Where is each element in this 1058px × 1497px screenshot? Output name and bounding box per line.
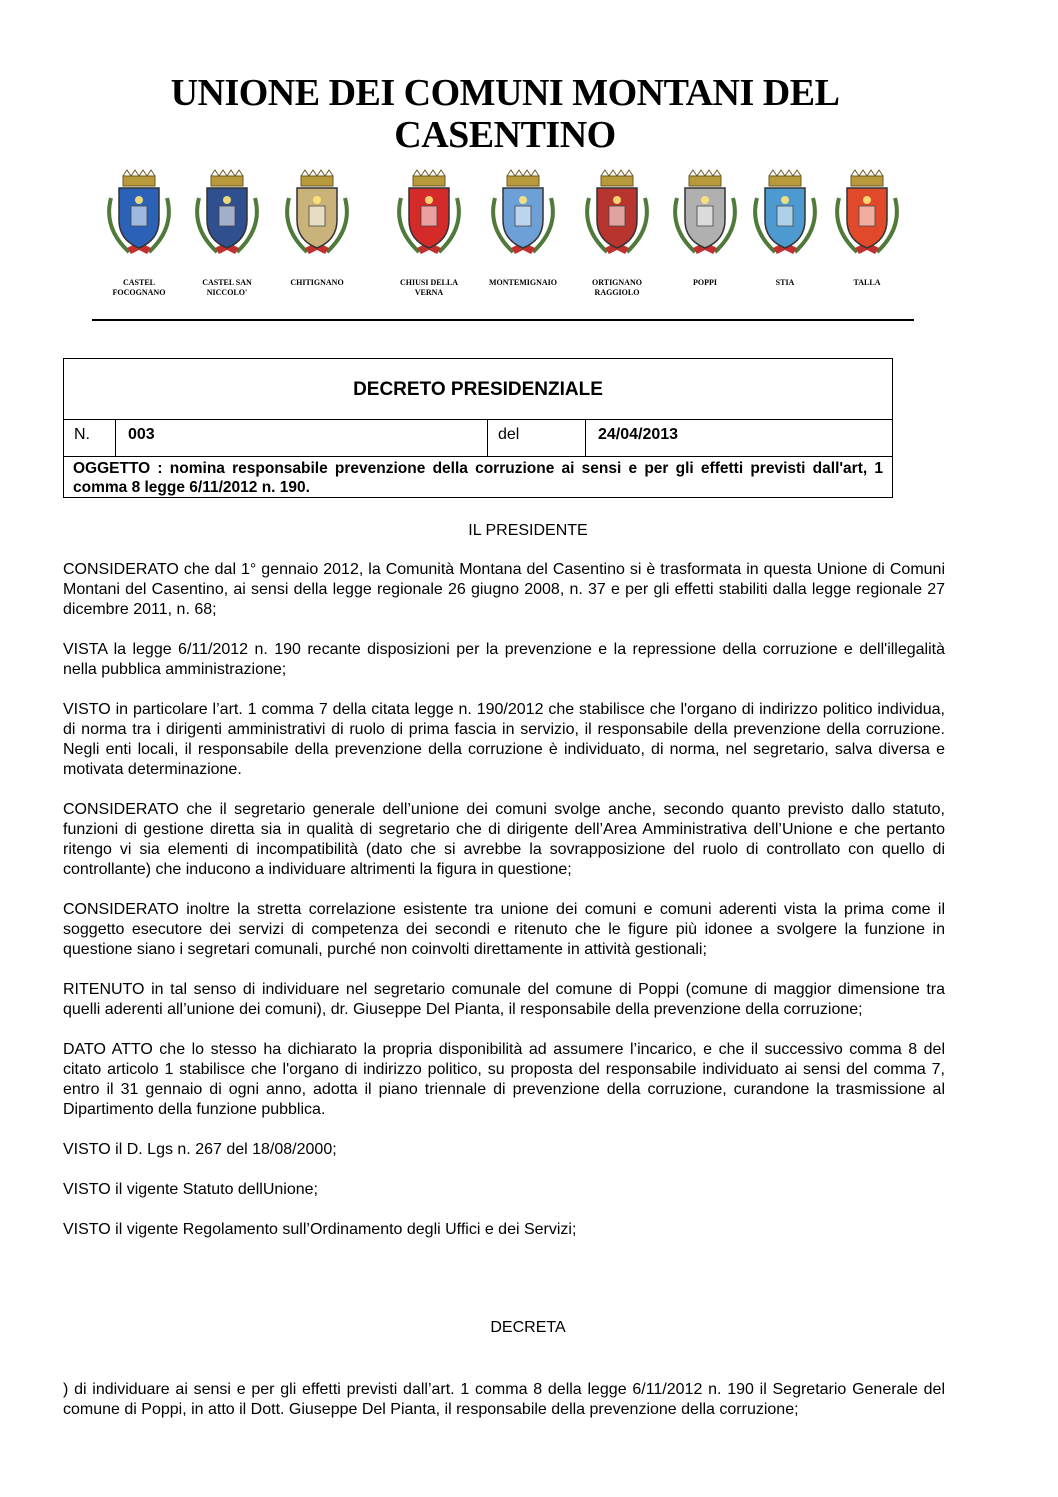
crest-montemignaio	[480, 168, 566, 303]
decree-subject: OGGETTO : nomina responsabile prevenzione della corruzione ai sensi e per gli effetti previsti dall'art, 1 comma 8 legge 6/11/2012 n. 190.	[73, 460, 883, 496]
decree-body	[63, 560, 945, 1260]
crest-chitignano	[274, 168, 360, 303]
crest-stia	[742, 168, 828, 303]
coat-of-arms-icon	[389, 168, 469, 258]
crest-castel-focognano	[96, 168, 182, 303]
crest-chiusi-della-verna	[386, 168, 472, 303]
section-heading-decreta: DECRETA	[490, 1319, 566, 1336]
crest-label: TALLA	[853, 278, 881, 287]
paragraph: VISTA la legge 6/11/2012 n. 190 recante disposizioni per la prevenzione e la repressione della corruzione e dell'illegalità nella pubblica amministrazione;	[63, 641, 945, 678]
decreta-clause: ) di individuare ai sensi e per gli effetti previsti dall’art. 1 comma 8 della legge 6/11/2012 n. 190 il Segretario Generale del comune di Poppi, in atto il Dott. Giuseppe Del Pianta, il responsabile della prevenzione della corruzione;	[63, 1381, 945, 1418]
section-heading-president: IL PRESIDENTE	[468, 522, 588, 539]
decree-date: 24/04/2013	[598, 426, 679, 443]
municipality-crests	[96, 168, 916, 303]
paragraph: CONSIDERATO che il segretario generale dell’unione dei comuni svolge anche, secondo quanto previsto dallo statuto, funzioni di gestione diretta sia in qualità di segretario che di dirigente dell’Area Amministrativa dell’Unione e che pertanto ritengo vi sia elementi di incompatibilità (dato che si avrebbe la sovrapposizione del ruolo di controllato con quello di controllante) che inducono a individuare altrimenti la figura in questione;	[63, 801, 945, 878]
coat-of-arms-icon	[665, 168, 745, 258]
crest-label: MONTEMIGNAIO	[489, 278, 557, 287]
crest-label: STIA	[775, 278, 795, 287]
crest-castel-san-niccolo	[184, 168, 270, 303]
decree-title: DECRETO PRESIDENZIALE	[64, 359, 892, 420]
crest-label: CHIUSI DELLA VERNA	[399, 278, 458, 297]
crest-label: CASTEL FOCOGNANO	[112, 278, 166, 297]
organization-title-line-2: CASENTINO	[394, 114, 616, 156]
paragraph: VISTO il vigente Statuto dellUnione;	[63, 1181, 318, 1198]
crest-talla	[824, 168, 910, 303]
crest-label: POPPI	[693, 278, 717, 287]
header-divider	[92, 319, 914, 321]
coat-of-arms-icon	[99, 168, 179, 258]
organization-title	[90, 72, 920, 156]
paragraph: DATO ATTO che lo stesso ha dichiarato la propria disponibilità ad assumere l’incarico, e che il successivo comma 8 del citato articolo 1 stabilisce che l'organo di indirizzo politico, su proposta del responsabile individuato ai sensi del comma 7, entro il 31 gennaio di ogni anno, adotta il piano triennale di prevenzione della corruzione, curandone la trasmissione al Dipartimento della funzione pubblica.	[63, 1041, 945, 1118]
paragraph: CONSIDERATO che dal 1° gennaio 2012, la Comunità Montana del Casentino si è trasformata in questa Unione di Comuni Montani del Casentino, ai sensi della legge regionale 26 giugno 2008, n. 37 e per gli effetti stabiliti dalla legge regionale 27 dicembre 2011, n. 68;	[63, 561, 945, 618]
coat-of-arms-icon	[827, 168, 907, 258]
crest-ortignano-raggiolo	[574, 168, 660, 303]
coat-of-arms-icon	[277, 168, 357, 258]
crest-label: ORTIGNANO RAGGIOLO	[592, 278, 642, 297]
coat-of-arms-icon	[483, 168, 563, 258]
decree-number: 003	[116, 420, 488, 456]
decree-header-table	[63, 358, 893, 498]
decree-number-row	[64, 420, 892, 457]
coat-of-arms-icon	[577, 168, 657, 258]
paragraph: VISTO il vigente Regolamento sull’Ordinamento degli Uffici e dei Servizi;	[63, 1221, 577, 1238]
coat-of-arms-icon	[745, 168, 825, 258]
organization-title-line-1: UNIONE DEI COMUNI MONTANI DEL	[170, 72, 840, 114]
coat-of-arms-icon	[187, 168, 267, 258]
paragraph: VISTO in particolare l’art. 1 comma 7 della citata legge n. 190/2012 che stabilisce che l'organo di indirizzo politico individua, di norma tra i dirigenti amministrativi di ruolo di prima fascia in servizio, il responsabile della prevenzione della corruzione. Negli enti locali, il responsabile della prevenzione della corruzione è individuato, di norma, nel segretario, salva diversa e motivata determinazione.	[63, 701, 945, 778]
paragraph: RITENUTO in tal senso di individuare nel segretario comunale del comune di Poppi (comune di maggior dimensione tra quelli aderenti all’unione dei comuni), dr. Giuseppe Del Pianta, il responsabile della prevenzione della corruzione;	[63, 981, 945, 1018]
date-label: del	[488, 420, 586, 456]
crest-label: CASTEL SAN NICCOLO'	[202, 278, 252, 297]
number-label: N.	[64, 420, 116, 456]
paragraph: VISTO il D. Lgs n. 267 del 18/08/2000;	[63, 1141, 337, 1158]
paragraph: CONSIDERATO inoltre la stretta correlazione esistente tra unione dei comuni e comuni aderenti vista la prima come il soggetto esecutore dei servizi di competenza dei secondi e ritenuto che le figure più idonee a svolgere la funzione in questione siano i segretari comunali, purché non coinvolti direttamente in attività gestionali;	[63, 901, 945, 958]
crest-label: CHITIGNANO	[290, 278, 344, 287]
